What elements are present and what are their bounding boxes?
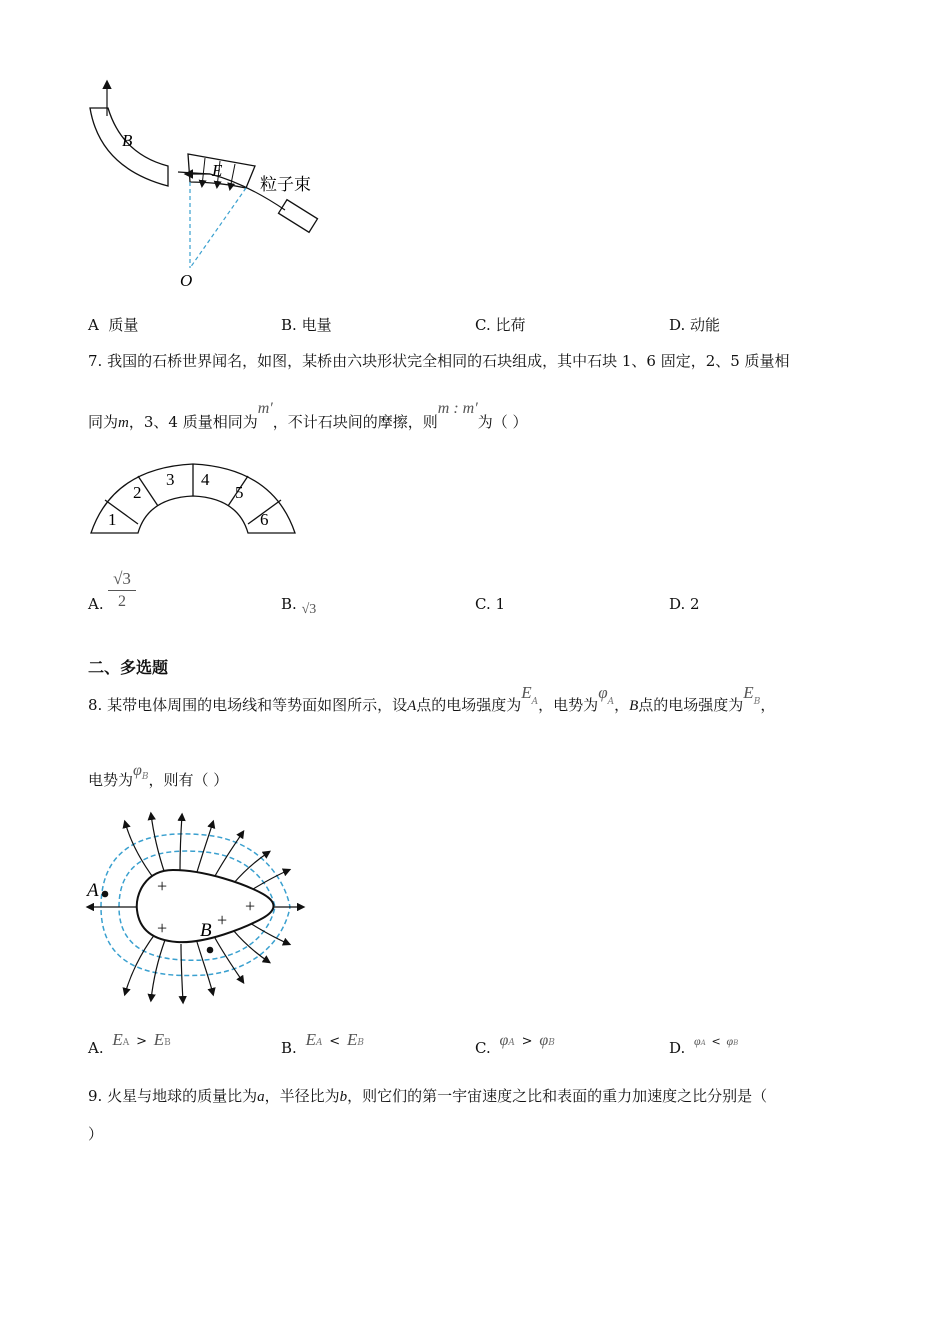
block-1: 1 <box>108 510 117 529</box>
label-e: E <box>212 161 223 180</box>
q9-line2: ） <box>88 1125 104 1143</box>
stone-bridge-figure <box>88 460 298 536</box>
q8-line2: 电势为$\varphi^B$，则有（ ） <box>88 762 229 789</box>
q7-option-a[interactable]: A. <box>88 595 104 613</box>
q8-option-a[interactable]: A. EA > EB <box>88 1030 171 1057</box>
point-a <box>102 891 109 898</box>
block-5: 5 <box>235 483 244 502</box>
q9-line1: 9. 火星与地球的质量比为a，半径比为b，则它们的第一宇宙速度之比和表面的重力加速度之比分别是（ <box>88 1087 768 1105</box>
electric-field-figure <box>85 810 310 1015</box>
q8-line1: 8. 某带电体周围的电场线和等势面如图所示，设A点的电场强度为$E^A$，电势为$\varphi^A$，B点的电场强度为$E^B$， <box>88 683 776 714</box>
svg-text:+: + <box>217 910 228 930</box>
block-4: 4 <box>201 470 210 489</box>
svg-text:+: + <box>157 918 168 938</box>
block-3: 3 <box>166 470 175 489</box>
block-6: 6 <box>260 510 269 529</box>
label-o: O <box>180 271 193 290</box>
particle-source <box>278 200 317 233</box>
q6-option-a[interactable]: A 质量 <box>88 316 139 334</box>
label-b: B <box>122 131 133 150</box>
q7-option-b[interactable]: B. √3 <box>281 595 317 617</box>
particle-beam-figure <box>80 78 340 298</box>
block-2: 2 <box>133 483 142 502</box>
svg-text:+: + <box>157 876 168 896</box>
point-a-label: A <box>87 880 99 901</box>
point-b-label: B <box>200 920 212 941</box>
q6-option-d[interactable]: D. 动能 <box>669 316 721 334</box>
label-beam: 粒子束 <box>260 175 311 195</box>
section-heading: 二、多选题 <box>88 658 169 677</box>
q6-option-b[interactable]: B. 电量 <box>281 316 332 334</box>
q7-line1: 7. 我国的石桥世界闻名，如图，某桥由六块形状完全相同的石块组成，其中石块 1、6 固定，2、5 质量相 <box>88 352 790 370</box>
q7-line2: 同为m，3、4 质量相同为m′，不计石块间的摩擦，则m : m′为（ ） <box>88 400 528 431</box>
q6-option-c[interactable]: C. 比荷 <box>475 316 526 334</box>
q8-option-d[interactable]: D. φA < φB <box>669 1034 739 1057</box>
q7-option-c[interactable]: C. 1 <box>475 595 506 613</box>
q8-option-c[interactable]: C. φA > φB <box>475 1032 555 1057</box>
q8-option-b[interactable]: B. EA < EB <box>281 1030 364 1057</box>
point-b <box>207 947 214 954</box>
q7-option-a-fraction: √3 2 <box>108 570 136 611</box>
svg-text:+: + <box>245 896 256 916</box>
q7-option-d[interactable]: D. 2 <box>669 595 700 613</box>
